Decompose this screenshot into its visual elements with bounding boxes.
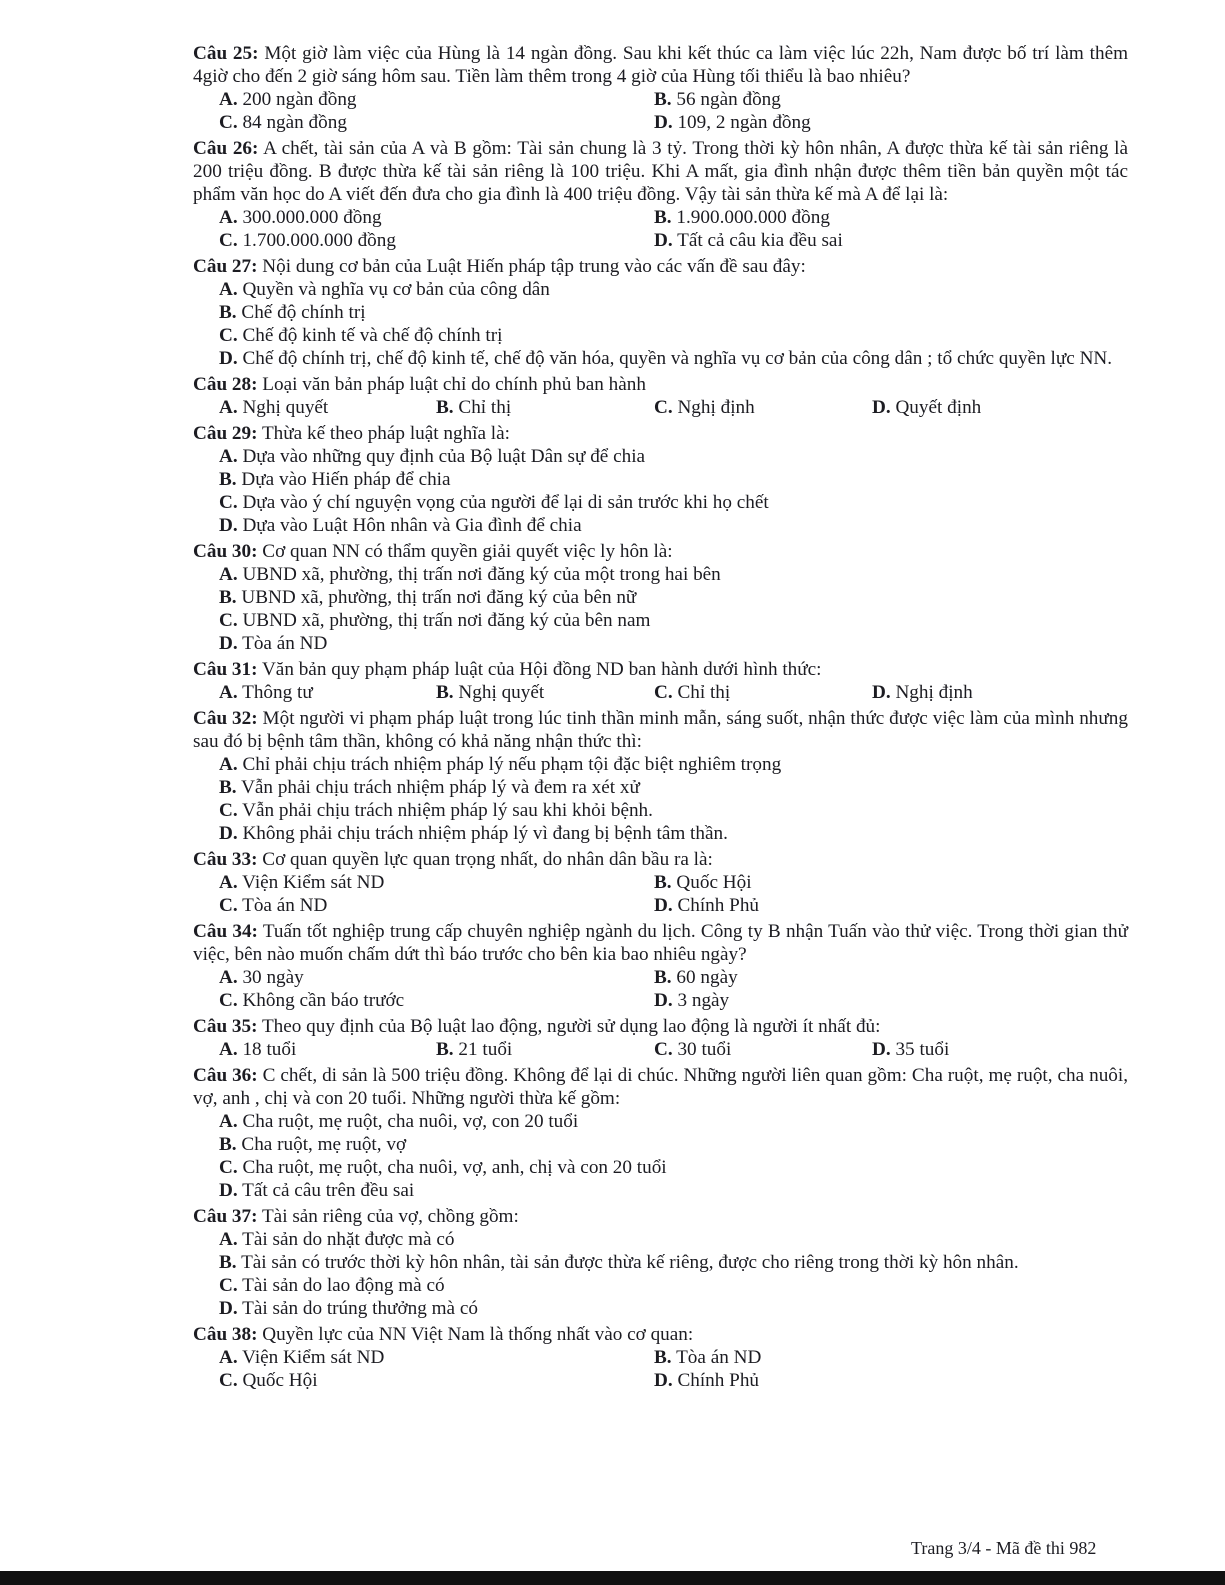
option-letter: C. [219, 492, 238, 513]
option-letter: B. [654, 872, 672, 893]
exam-content [193, 42, 1128, 1395]
question-text: Thừa kế theo pháp luật nghĩa là: [261, 423, 510, 444]
question-block [193, 1205, 1128, 1320]
answer-option [654, 894, 1128, 917]
option-text: Viện Kiểm sát ND [242, 1347, 385, 1368]
option-letter: B. [219, 587, 237, 608]
answer-option [219, 1251, 1128, 1274]
question-block [193, 255, 1128, 370]
scan-bottom-edge [0, 1571, 1225, 1585]
option-text: Nghị định [895, 682, 973, 703]
option-text: Quốc Hội [242, 1370, 318, 1391]
option-text: Chính Phủ [677, 895, 760, 916]
option-letter: B. [436, 682, 454, 703]
question-block [193, 920, 1128, 1012]
answer-option [219, 206, 654, 229]
answer-option [219, 347, 1128, 370]
question-number: Câu 26: [193, 138, 259, 159]
option-letter: A. [219, 207, 238, 228]
question-number: Câu 28: [193, 374, 258, 395]
question-text: Cơ quan NN có thẩm quyền giải quyết việc ly hôn là: [262, 541, 673, 562]
answer-option [219, 586, 1128, 609]
question-text: Quyền lực của NN Việt Nam là thống nhất vào cơ quan: [262, 1324, 694, 1345]
question-stem [193, 255, 1128, 278]
option-text: Chế độ chính trị [241, 302, 366, 323]
option-letter: D. [654, 895, 673, 916]
answer-option [219, 1156, 1128, 1179]
option-text: Chỉ thị [458, 397, 512, 418]
question-number: Câu 25: [193, 43, 259, 64]
option-text: Chế độ chính trị, chế độ kinh tế, chế độ văn hóa, quyền và nghĩa vụ cơ bản của công dân ; tổ chức quyền lực NN. [242, 348, 1113, 369]
question-stem [193, 1205, 1128, 1228]
option-text: Chỉ phải chịu trách nhiệm pháp lý nếu phạm tội đặc biệt nghiêm trọng [242, 754, 782, 775]
question-block [193, 1064, 1128, 1202]
question-stem [193, 137, 1128, 206]
option-text: 35 tuổi [895, 1039, 950, 1060]
option-text: Tất cả câu kia đều sai [677, 230, 843, 251]
answer-options [193, 88, 1128, 134]
answer-option [219, 514, 1128, 537]
question-block [193, 848, 1128, 917]
option-text: Quyền và nghĩa vụ cơ bản của công dân [242, 279, 550, 300]
option-text: Tài sản do trúng thưởng mà có [242, 1298, 478, 1319]
option-letter: A. [219, 564, 238, 585]
answer-option [436, 396, 654, 419]
answer-option [654, 229, 1128, 252]
option-letter: C. [219, 895, 238, 916]
question-number: Câu 33: [193, 849, 258, 870]
option-letter: B. [436, 1039, 454, 1060]
answer-option [872, 396, 1128, 419]
answer-options [193, 966, 1128, 1012]
question-number: Câu 38: [193, 1324, 258, 1345]
question-block [193, 422, 1128, 537]
option-text: Dựa vào Hiến pháp để chia [241, 469, 451, 490]
answer-options [193, 445, 1128, 537]
question-text: Cơ quan quyền lực quan trọng nhất, do nhân dân bầu ra là: [262, 849, 713, 870]
answer-option [654, 681, 872, 704]
answer-option [219, 324, 1128, 347]
answer-option [219, 632, 1128, 655]
option-letter: D. [219, 823, 238, 844]
answer-option [219, 1179, 1128, 1202]
answer-options [193, 563, 1128, 655]
option-text: Dựa vào ý chí nguyện vọng của người để lại di sản trước khi họ chết [242, 492, 769, 513]
option-text: Tài sản có trước thời kỳ hôn nhân, tài sản được thừa kế riêng, được cho riêng trong thời kỳ hôn nhân. [241, 1252, 1019, 1273]
answer-option [219, 776, 1128, 799]
answer-option [219, 563, 1128, 586]
question-stem [193, 422, 1128, 445]
option-text: 21 tuổi [458, 1039, 513, 1060]
question-text: Văn bản quy phạm pháp luật của Hội đồng ND ban hành dưới hình thức: [261, 659, 822, 680]
option-text: 18 tuổi [242, 1039, 297, 1060]
option-letter: D. [219, 633, 238, 654]
option-letter: C. [219, 1157, 238, 1178]
option-text: Tòa án ND [242, 895, 328, 916]
option-text: Tài sản do nhặt được mà có [242, 1229, 455, 1250]
option-letter: A. [219, 967, 238, 988]
answer-options [193, 206, 1128, 252]
answer-option [219, 966, 654, 989]
option-letter: B. [436, 397, 454, 418]
answer-option [219, 609, 1128, 632]
option-text: Chế độ kinh tế và chế độ chính trị [242, 325, 503, 346]
option-letter: D. [654, 990, 673, 1011]
option-letter: D. [872, 1039, 891, 1060]
question-stem [193, 848, 1128, 871]
answer-option [219, 491, 1128, 514]
question-stem [193, 920, 1128, 966]
option-text: 30 ngày [242, 967, 304, 988]
question-block [193, 1323, 1128, 1392]
question-number: Câu 37: [193, 1206, 258, 1227]
answer-option [654, 1346, 1128, 1369]
answer-option [219, 1133, 1128, 1156]
answer-option [436, 681, 654, 704]
question-stem [193, 373, 1128, 396]
option-letter: D. [872, 397, 891, 418]
option-letter: C. [219, 610, 238, 631]
option-letter: C. [654, 1039, 673, 1060]
option-text: 300.000.000 đồng [242, 207, 382, 228]
question-block [193, 707, 1128, 845]
answer-option [654, 966, 1128, 989]
answer-option [872, 1038, 1128, 1061]
question-number: Câu 35: [193, 1016, 258, 1037]
option-text: UBND xã, phường, thị trấn nơi đăng ký của bên nam [242, 610, 651, 631]
answer-option [219, 894, 654, 917]
option-letter: A. [219, 1039, 238, 1060]
option-text: Nghị quyết [242, 397, 329, 418]
option-text: UBND xã, phường, thị trấn nơi đăng ký của một trong hai bên [242, 564, 721, 585]
answer-options [193, 871, 1128, 917]
answer-option [872, 681, 1128, 704]
option-letter: B. [654, 89, 672, 110]
answer-option [219, 799, 1128, 822]
answer-option [219, 822, 1128, 845]
option-letter: B. [654, 967, 672, 988]
question-number: Câu 34: [193, 921, 258, 942]
answer-option [219, 1110, 1128, 1133]
question-stem [193, 42, 1128, 88]
question-number: Câu 36: [193, 1065, 258, 1086]
option-letter: D. [654, 1370, 673, 1391]
option-letter: C. [219, 112, 238, 133]
option-text: Cha ruột, mẹ ruột, cha nuôi, vợ, con 20 tuổi [242, 1111, 579, 1132]
option-text: Cha ruột, mẹ ruột, vợ [241, 1134, 407, 1155]
option-text: Nghị quyết [458, 682, 545, 703]
answer-option [219, 111, 654, 134]
option-letter: A. [219, 446, 238, 467]
option-text: Thông tư [242, 682, 313, 703]
question-number: Câu 27: [193, 256, 258, 277]
option-letter: B. [219, 469, 237, 490]
option-letter: A. [219, 754, 238, 775]
answer-option [219, 681, 436, 704]
question-text: Theo quy định của Bộ luật lao động, người sử dụng lao động là người ít nhất đủ: [261, 1016, 881, 1037]
option-text: Tất cả câu trên đều sai [242, 1180, 415, 1201]
option-text: Cha ruột, mẹ ruột, cha nuôi, vợ, anh, chị và con 20 tuổi [242, 1157, 667, 1178]
option-text: Viện Kiểm sát ND [242, 872, 385, 893]
answer-option [219, 1228, 1128, 1251]
option-letter: A. [219, 279, 238, 300]
answer-option [219, 1274, 1128, 1297]
option-letter: C. [219, 800, 238, 821]
option-text: 84 ngàn đồng [242, 112, 347, 133]
answer-option [654, 206, 1128, 229]
answer-option [219, 1297, 1128, 1320]
answer-option [219, 301, 1128, 324]
option-letter: C. [654, 397, 673, 418]
answer-option [219, 871, 654, 894]
option-letter: A. [219, 1229, 238, 1250]
option-text: Nghị định [677, 397, 755, 418]
answer-option [654, 88, 1128, 111]
answer-option [219, 989, 654, 1012]
answer-option [219, 88, 654, 111]
answer-option [219, 445, 1128, 468]
option-text: 1.700.000.000 đồng [242, 230, 396, 251]
option-letter: C. [219, 1275, 238, 1296]
answer-option [654, 871, 1128, 894]
answer-option [654, 396, 872, 419]
option-letter: C. [219, 990, 238, 1011]
question-text: Một người vi phạm pháp luật trong lúc tinh thần minh mẫn, sáng suốt, nhận thức được việc làm của mình nhưng sau đó bị bệnh tâm thần, không có khả năng nhận thức thì: [193, 708, 1128, 752]
answer-options [193, 278, 1128, 370]
question-text: A chết, tài sản của A và B gồm: Tài sản chung là 3 tỷ. Trong thời kỳ hôn nhân, A được thừa kế tài sản riêng là 200 triệu đồng. B được thừa kế tài sản riêng là 100 triệu. Khi A mất, gia đình nhận được thêm tiền bản quyền một tác phẩm văn học do A viết đến đưa cho gia đình là 400 triệu đồng. Vậy tài sản thừa kế mà A để lại là: [193, 138, 1128, 205]
answer-option [219, 753, 1128, 776]
answer-option [219, 1038, 436, 1061]
answer-option [654, 1369, 1128, 1392]
question-number: Câu 30: [193, 541, 258, 562]
question-number: Câu 32: [193, 708, 258, 729]
option-letter: D. [654, 230, 673, 251]
question-number: Câu 31: [193, 659, 258, 680]
question-stem [193, 707, 1128, 753]
question-text: Loại văn bản pháp luật chỉ do chính phủ ban hành [262, 374, 646, 395]
option-text: 1.900.000.000 đồng [676, 207, 830, 228]
option-letter: A. [219, 1347, 238, 1368]
option-letter: C. [219, 1370, 238, 1391]
question-block [193, 42, 1128, 134]
option-text: Tòa án ND [676, 1347, 762, 1368]
option-letter: A. [219, 89, 238, 110]
option-text: 200 ngàn đồng [242, 89, 357, 110]
answer-option [219, 396, 436, 419]
answer-option [654, 1038, 872, 1061]
option-letter: B. [219, 302, 237, 323]
option-text: UBND xã, phường, thị trấn nơi đăng ký của bên nữ [241, 587, 637, 608]
question-text: Một giờ làm việc của Hùng là 14 ngàn đồng. Sau khi kết thúc ca làm việc lúc 22h, Nam được bố trí làm thêm 4giờ cho đến 2 giờ sáng hôm sau. Tiền làm thêm trong 4 giờ của Hùng tối thiểu là bao nhiêu? [193, 43, 1129, 87]
option-text: Vẫn phải chịu trách nhiệm pháp lý sau khi khỏi bệnh. [242, 800, 653, 821]
option-letter: A. [219, 872, 238, 893]
question-stem [193, 1015, 1128, 1038]
question-block [193, 1015, 1128, 1061]
option-letter: B. [654, 1347, 672, 1368]
answer-option [436, 1038, 654, 1061]
answer-option [219, 1346, 654, 1369]
option-letter: A. [219, 1111, 238, 1132]
option-letter: D. [219, 515, 238, 536]
option-text: Dựa vào Luật Hôn nhân và Gia đình để chia [242, 515, 582, 536]
option-text: 30 tuổi [677, 1039, 732, 1060]
option-text: 3 ngày [677, 990, 730, 1011]
option-letter: D. [219, 348, 238, 369]
question-stem [193, 1064, 1128, 1110]
option-letter: D. [219, 1298, 238, 1319]
answer-options [193, 1228, 1128, 1320]
option-text: 109, 2 ngàn đồng [677, 112, 811, 133]
question-text: Nội dung cơ bản của Luật Hiến pháp tập trung vào các vấn đề sau đây: [262, 256, 806, 277]
option-letter: C. [654, 682, 673, 703]
answer-options [193, 753, 1128, 845]
option-letter: D. [872, 682, 891, 703]
question-text: Tuấn tốt nghiệp trung cấp chuyên nghiệp ngành du lịch. Công ty B nhận Tuấn vào thử việc. Trong thời gian thử việc, bên nào muốn chấm dứt thì báo trước cho bên kia bao nhiêu ngày? [193, 921, 1128, 965]
option-text: Không phải chịu trách nhiệm pháp lý vì đang bị bệnh tâm thần. [242, 823, 728, 844]
question-text: C chết, di sản là 500 triệu đồng. Không để lại di chúc. Những người liên quan gồm: Cha ruột, mẹ ruột, cha nuôi, vợ, anh , chị và con 20 tuổi. Những người thừa kế gồm: [193, 1065, 1129, 1109]
option-letter: A. [219, 682, 238, 703]
answer-option [219, 468, 1128, 491]
option-letter: D. [219, 1180, 238, 1201]
option-text: 56 ngàn đồng [676, 89, 781, 110]
answer-option [219, 278, 1128, 301]
option-text: Không cần báo trước [242, 990, 405, 1011]
option-text: Chính Phủ [677, 1370, 760, 1391]
option-text: Quyết định [895, 397, 982, 418]
option-letter: C. [219, 325, 238, 346]
question-stem [193, 658, 1128, 681]
option-text: Tài sản do lao động mà có [242, 1275, 445, 1296]
option-text: Vẫn phải chịu trách nhiệm pháp lý và đem ra xét xử [241, 777, 640, 798]
page-footer: Trang 3/4 - Mã đề thi 982 [911, 1538, 1097, 1558]
answer-options [193, 1038, 1128, 1061]
option-letter: B. [219, 1134, 237, 1155]
question-block [193, 658, 1128, 704]
option-letter: B. [654, 207, 672, 228]
question-block [193, 540, 1128, 655]
answer-options [193, 681, 1128, 704]
option-letter: B. [219, 777, 237, 798]
option-text: Dựa vào những quy định của Bộ luật Dân sự để chia [242, 446, 646, 467]
answer-options [193, 396, 1128, 419]
answer-option [219, 229, 654, 252]
question-block [193, 373, 1128, 419]
option-text: Tòa án ND [242, 633, 328, 654]
answer-option [654, 989, 1128, 1012]
option-text: 60 ngày [676, 967, 738, 988]
option-letter: A. [219, 397, 238, 418]
option-letter: C. [219, 230, 238, 251]
answer-option [219, 1369, 654, 1392]
question-text: Tài sản riêng của vợ, chồng gồm: [261, 1206, 519, 1227]
option-letter: D. [654, 112, 673, 133]
question-stem [193, 1323, 1128, 1346]
question-stem [193, 540, 1128, 563]
question-number: Câu 29: [193, 423, 258, 444]
option-letter: B. [219, 1252, 237, 1273]
option-text: Quốc Hội [676, 872, 752, 893]
option-text: Chỉ thị [677, 682, 731, 703]
question-block [193, 137, 1128, 252]
answer-options [193, 1346, 1128, 1392]
answer-options [193, 1110, 1128, 1202]
answer-option [654, 111, 1128, 134]
